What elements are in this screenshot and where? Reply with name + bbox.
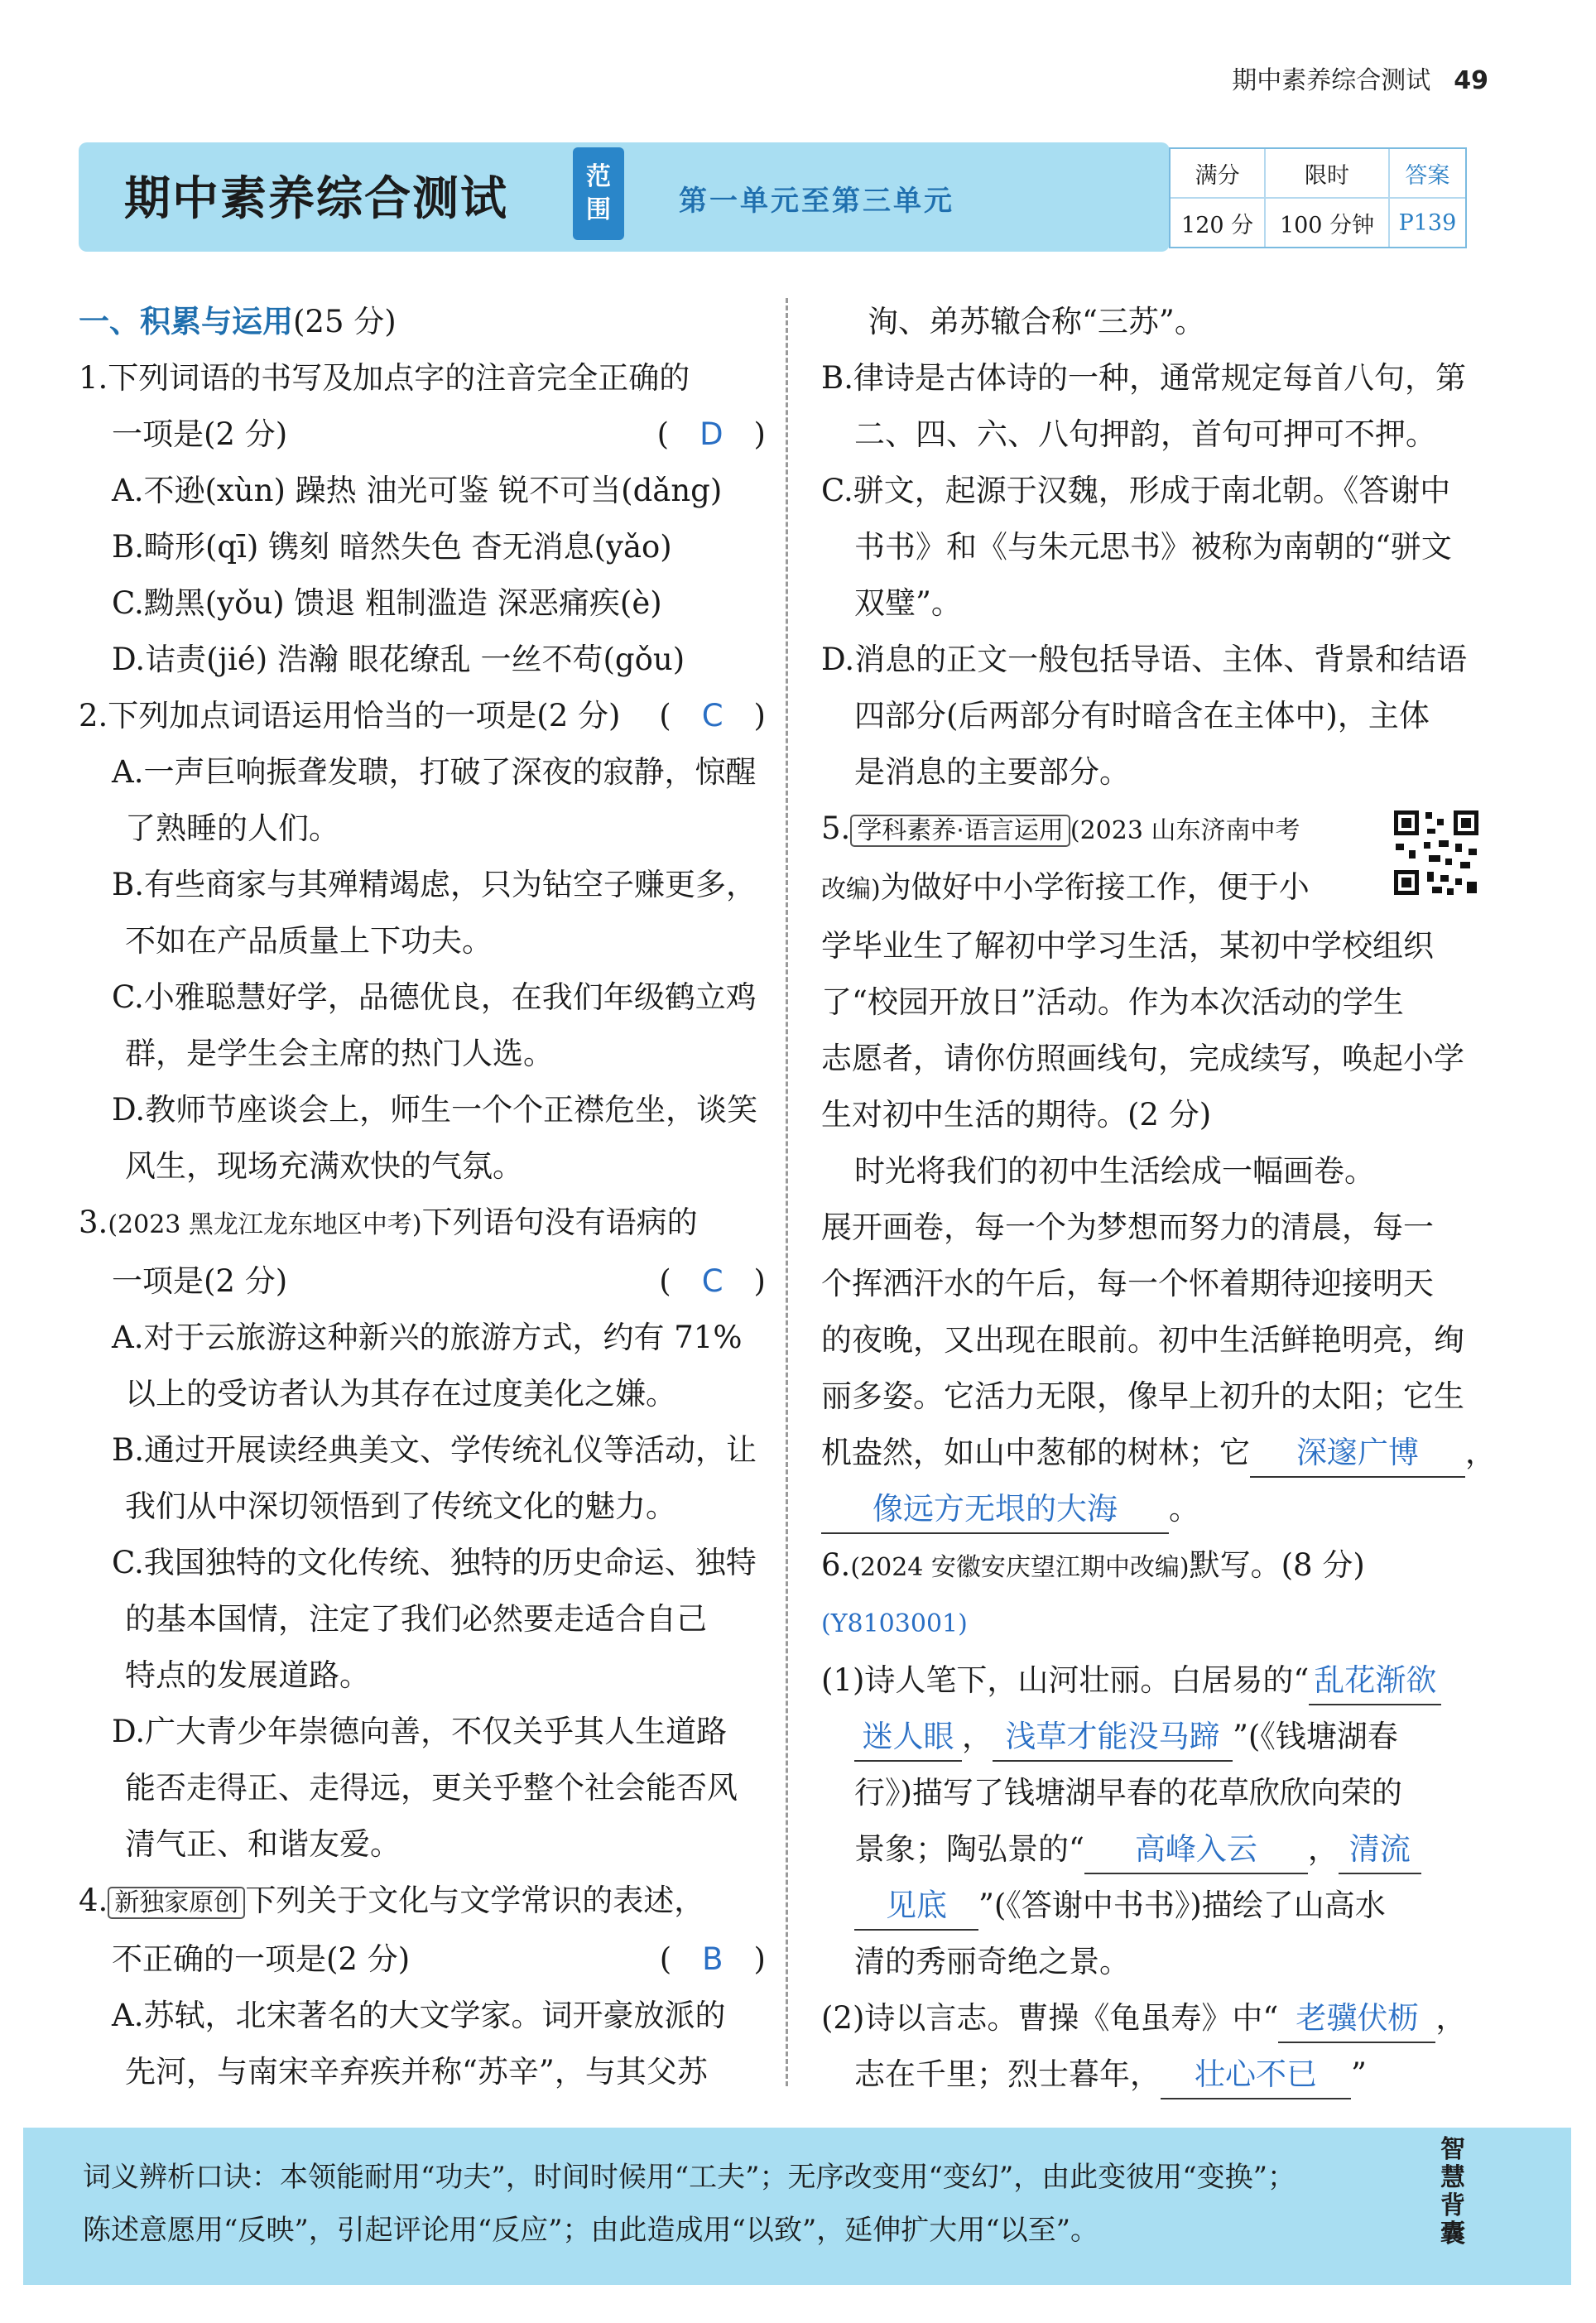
q1-answer: D	[699, 416, 723, 452]
page-title: 期中素养综合测试	[124, 172, 508, 226]
q3-option-b: B.通过开展读经典美文、学传统礼仪等活动，让	[112, 1432, 757, 1468]
q1-option-b: B.畸形(qī) 镌刻 暗然失色 杳无消息(yǎo)	[112, 529, 672, 565]
q6-code: (Y8103001)	[821, 1609, 968, 1638]
q1-option-c: C.黝黑(yǒu) 馈退 粗制滥造 深恶痛疾(è)	[112, 585, 662, 621]
q1-option-d: D.诘责(jié) 浩瀚 眼花缭乱 一丝不苟(gǒu)	[112, 642, 685, 677]
q4-answer: B	[702, 1941, 723, 1977]
q3-answer: C	[701, 1263, 723, 1299]
answer-page-link[interactable]: P139	[1389, 198, 1465, 247]
full-score-value: 120 分	[1181, 212, 1254, 238]
scope-label: 范 围	[573, 147, 624, 240]
q5-answer-blank-2[interactable]: 像远方无垠的大海	[821, 1486, 1169, 1534]
scope-range: 第一单元至第三单元	[679, 185, 954, 218]
info-box	[1169, 147, 1467, 248]
q6-blank-5[interactable]: 老骥伏枥	[1278, 1995, 1435, 2043]
q3-option-a: A.对于云旅游这种新兴的旅游方式，约有 71%	[112, 1320, 743, 1355]
q6-source: (2024 安徽安庆望江期中改编)	[850, 1553, 1190, 1582]
q6-blank-6[interactable]: 壮心不已	[1161, 2051, 1351, 2099]
page-number: 49	[1454, 66, 1488, 95]
q1-option-a: A.不逊(xùn) 躁热 油光可鉴 锐不可当(dǎng)	[112, 473, 723, 508]
original-tag: 新独家原创	[108, 1887, 245, 1919]
q6-blank-2[interactable]: 浅草才能没马蹄	[993, 1714, 1233, 1762]
q6-blank-1b[interactable]: 迷人眼	[854, 1714, 962, 1762]
q6-blank-1[interactable]: 乱花渐欲	[1309, 1657, 1441, 1705]
q6-blank-3[interactable]: 高峰入云	[1084, 1826, 1308, 1874]
q4-option-c: C.骈文，起源于汉魏，形成于南北朝。《答谢中	[821, 473, 1451, 508]
q3-option-d: D.广大青少年崇德向善，不仅关乎其人生道路	[112, 1714, 728, 1749]
time-limit-label: 限时	[1265, 149, 1389, 198]
tips-text: 词义辨析口诀：本领能耐用“功夫”，时间时候用“工夫”；无序改变用“变幻”，由此变彼用“变换”； 陈述意愿用“反映”，引起评论用“反应”；由此造成用“以致”，延伸扩大用“以至”。	[83, 2161, 1296, 2247]
question-1: 1.下列词语的书写及加点字的注音完全正确的 一项是(2 分) ( D ) A.不逊(xùn) 躁热 油光可鉴 锐不可当(dǎng) B.畸形(qī) 镌刻 暗然失色 杳无消息(yǎo) C.黝黑(yǒu) 馈退 粗制滥造 深恶痛疾(è) D.诘责(jié) 浩瀚 眼花缭乱 一丝不苟(gǒu)	[79, 350, 766, 688]
q3-source: (2023 黑龙江龙东地区中考)	[108, 1210, 422, 1239]
question-2: 2.下列加点词语运用恰当的一项是(2 分) ( C ) A.一声巨响振聋发聩，打破了深夜的寂静，惊醒 了熟睡的人们。 B.有些商家与其殚精竭虑，只为钻空子赚更多， 不如在产品质量上下功夫。 C.小雅聪慧好学，品德优良，在我们年级鹤立鸡 群，是学生会主席的热门人选。 D.教师节座谈会上，师生一个个正襟危坐，谈笑 风生，现场充满欢快的气氛。	[79, 698, 766, 1184]
qr-code-icon[interactable]	[1391, 807, 1482, 898]
q5-passage: 时光将我们的初中生活绘成一幅画卷。	[854, 1153, 1375, 1189]
right-column: 洵、弟苏辙合称“三苏”。 B.律诗是古体诗的一种，通常规定每首八句，第 二、四、六、八句押韵，首句可押可不押。 C.骈文，起源于汉魏，形成于南北朝。《答谢中 书书》和《与朱元思书》被称为南朝的“骈文 双璧”。 D.消息的正文一般包括导语、主体、背景和结语 四部分(后两部分有时暗含在主体中)，主体 是消息的主要部分。 5. 学科素养·语言运用 (2023 山东济南中考 改编)为做好中小学衔接工作，便于小 学毕业生了解初中学习生活，某初中学校组织 了“校园开放日”活动。作为本次活动的学生 志愿者，请你仿照画线句，完成续写，唤起小学 生对初中生活的期待。(2 分) 时光将我们的初中生活绘成一幅画卷。 展开画卷，每一个为梦想而努力的清晨，每一 个挥洒汗水的午后，每一个怀着期待迎接明天 的夜晚，又出现在眼前。初中生活鲜艳明亮，绚 丽多姿。它活力无限，像早上初升的太阳；它生 机盎然，如山中葱郁的树林；它 深邃广博 ， 像远方无垠的大海 。 6.(2024 安徽安庆望江期中改编)默写。(8 分) (Y8103001) (1)诗人笔下，山河壮丽。白居易的“ 乱花渐欲 迷人眼 ， 浅草才能没马蹄 ”(《钱塘湖春 行》)描写了钱塘湖早春的花草欣欣向荣的 景象；陶弘景的“ 高峰入云 ， 清流 见底 ”(《答谢中书书》)描绘了山高水 清的秀丽奇绝之景。 (2)诗以言志。曹操《龟虽寿》中“ 老骥伏枥 ， 志在千里；烈士暮年， 壮心不已 ”	[821, 294, 1483, 2103]
q2-option-a: A.一声巨响振聋发聩，打破了深夜的寂静，惊醒	[112, 754, 757, 790]
q4-option-a: A.苏轼，北宋著名的大文学家。词开豪放派的	[112, 1998, 726, 2033]
running-title: 期中素养综合测试	[1232, 66, 1431, 95]
question-5: 5. 学科素养·语言运用 (2023 山东济南中考 改编)为做好中小学衔接工作，便于小 学毕业生了解初中学习生活，某初中学校组织 了“校园开放日”活动。作为本次活动的学生 志愿者，请你仿照画线句，完成续写，唤起小学 生对初中生活的期待。(2 分) 时光将我们的初中生活绘成一幅画卷。 展开画卷，每一个为梦想而努力的清晨，每一 个挥洒汗水的午后，每一个怀着期待迎接明天 的夜晚，又出现在眼前。初中生活鲜艳明亮，绚 丽多姿。它活力无限，像早上初升的太阳；它生 机盎然，如山中葱郁的树林；它 深邃广博 ， 像远方无垠的大海 。	[821, 801, 1483, 1537]
column-divider	[786, 298, 788, 2086]
side-tab: 智慧背囊	[1440, 2135, 1465, 2248]
time-limit-value: 100 分钟	[1265, 198, 1389, 247]
q2-option-c: C.小雅聪慧好学，品德优良，在我们年级鹤立鸡	[112, 979, 757, 1015]
q5-answer-blank-1[interactable]: 深邃广博	[1250, 1430, 1465, 1478]
q4-option-d: D.消息的正文一般包括导语、主体、背景和结语	[821, 642, 1468, 677]
q2-option-b: B.有些商家与其殚精竭虑，只为钻空子赚更多，	[112, 867, 757, 902]
answer-label: 答案	[1389, 149, 1465, 198]
q2-answer: C	[701, 698, 723, 733]
q6-blank-4b[interactable]: 见底	[854, 1883, 978, 1931]
q4-option-b: B.律诗是古体诗的一种，通常规定每首八句，第	[821, 360, 1466, 396]
section-heading: 一、积累与运用(25 分)	[79, 304, 397, 339]
running-header	[1232, 60, 1488, 96]
question-6: 6.(2024 安徽安庆望江期中改编)默写。(8 分) (Y8103001) (1)诗人笔下，山河壮丽。白居易的“ 乱花渐欲 迷人眼 ， 浅草才能没马蹄 ”(《钱塘湖春 行》)描写了钱塘湖早春的花草欣欣向荣的 景象；陶弘景的“ 高峰入云 ， 清流 见底 ”(《答谢中书书》)描绘了山高水 清的秀丽奇绝之景。 (2)诗以言志。曹操《龟虽寿》中“ 老骥伏枥 ， 志在千里；烈士暮年， 壮心不已 ”	[821, 1537, 1483, 2103]
q6-blank-4[interactable]: 清流	[1339, 1826, 1421, 1874]
q3-option-c: C.我国独特的文化传统、独特的历史命运、独特	[112, 1545, 757, 1580]
subject-tag: 学科素养·语言运用	[850, 815, 1070, 847]
question-3: 3.(2023 黑龙江龙东地区中考)下列语句没有语病的 一项是(2 分) ( C ) A.对于云旅游这种新兴的旅游方式，约有 71% 以上的受访者认为其存在过度美化之嫌。 B.通过开展读经典美文、学传统礼仪等活动，让 我们从中深切领悟到了传统文化的魅力。 C.我国独特的文化传统、独特的历史命运、独特 的基本国情，注定了我们必然要走适合自己 特点的发展道路。 D.广大青少年崇德向善，不仅关乎其人生道路 能否走得正、走得远，更关乎整个社会能否风 清气正、和谐友爱。	[79, 1205, 766, 1862]
full-score-label: 满分	[1171, 149, 1265, 198]
left-column	[79, 294, 766, 2100]
q2-option-d: D.教师节座谈会上，师生一个个正襟危坐，谈笑	[112, 1092, 758, 1128]
question-4: 4. 新独家原创 下列关于文化与文学常识的表述， 不正确的一项是(2 分) ( B ) A.苏轼，北宋著名的大文学家。词开豪放派的 先河，与南宋辛弃疾并称“苏辛”，与其父苏	[79, 1883, 766, 2090]
